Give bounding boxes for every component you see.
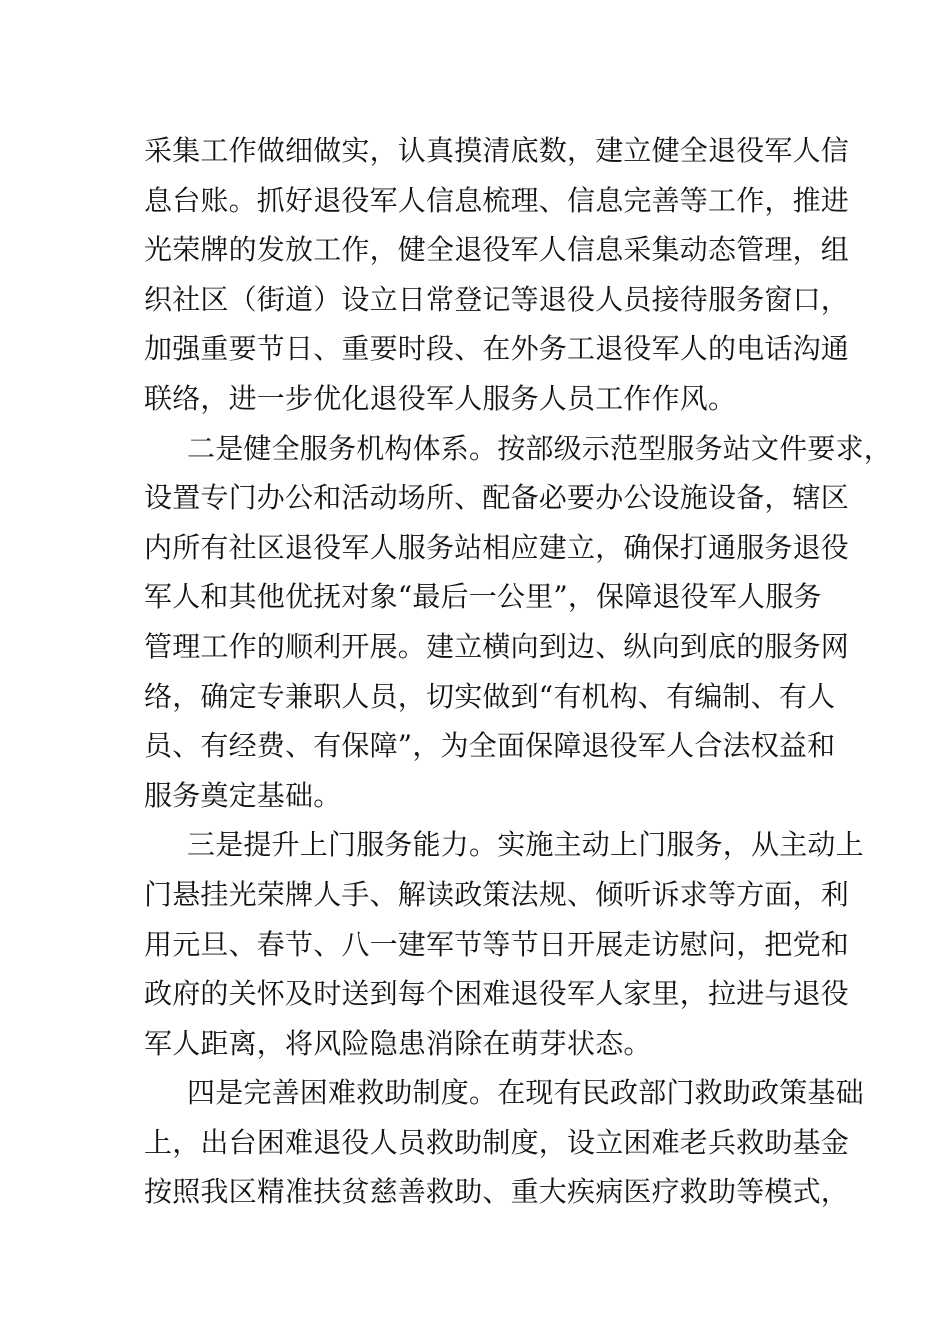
paragraph-first-line: 二是健全服务机构体系。按部级示范型服务站文件要求， xyxy=(187,431,893,465)
text-line: 管理工作的顺利开展。建立横向到边、纵向到底的服务网 xyxy=(144,629,850,663)
text-line: 息台账。抓好退役军人信息梳理、信息完善等工作，推进 xyxy=(144,183,850,217)
text-line: 用元旦、春节、八一建军节等节日开展走访慰问，把党和 xyxy=(144,927,850,961)
text-line: 按照我区精准扶贫慈善救助、重大疾病医疗救助等模式， xyxy=(144,1175,850,1209)
text-line: 政府的关怀及时送到每个困难退役军人家里，拉进与退役 xyxy=(144,977,850,1011)
text-line: 加强重要节日、重要时段、在外务工退役军人的电话沟通 xyxy=(144,332,850,366)
text-line: 上，出台困难退役人员救助制度，设立困难老兵救助基金 xyxy=(144,1125,850,1159)
text-line: 联络，进一步优化退役军人服务人员工作作风。 xyxy=(144,381,737,415)
text-line: 设置专门办公和活动场所、配备必要办公设施设备，辖区 xyxy=(144,481,850,515)
text-line: 门悬挂光荣牌人手、解读政策法规、倾听诉求等方面，利 xyxy=(144,877,850,911)
text-line: 军人和其他优抚对象“最后一公里”，保障退役军人服务 xyxy=(144,580,822,614)
text-line: 光荣牌的发放工作，健全退役军人信息采集动态管理，组 xyxy=(144,233,850,267)
text-line: 员、有经费、有保障”，为全面保障退役军人合法权益和 xyxy=(144,729,836,763)
paragraph-first-line: 四是完善困难救助制度。在现有民政部门救助政策基础 xyxy=(187,1076,864,1110)
text-line: 服务奠定基础。 xyxy=(144,778,342,812)
document-body xyxy=(144,126,893,1217)
text-line: 采集工作做细做实，认真摸清底数，建立健全退役军人信 xyxy=(144,134,850,167)
text-line: 络，确定专兼职人员，切实做到“有机构、有编制、有人 xyxy=(144,679,836,713)
text-line: 织社区（街道）设立日常登记等退役人员接待服务窗口， xyxy=(144,282,850,316)
text-line: 军人距离，将风险隐患消除在萌芽状态。 xyxy=(144,1026,652,1060)
paragraph-first-line: 三是提升上门服务能力。实施主动上门服务，从主动上 xyxy=(187,828,864,862)
text-line: 内所有社区退役军人服务站相应建立，确保打通服务退役 xyxy=(144,530,850,564)
